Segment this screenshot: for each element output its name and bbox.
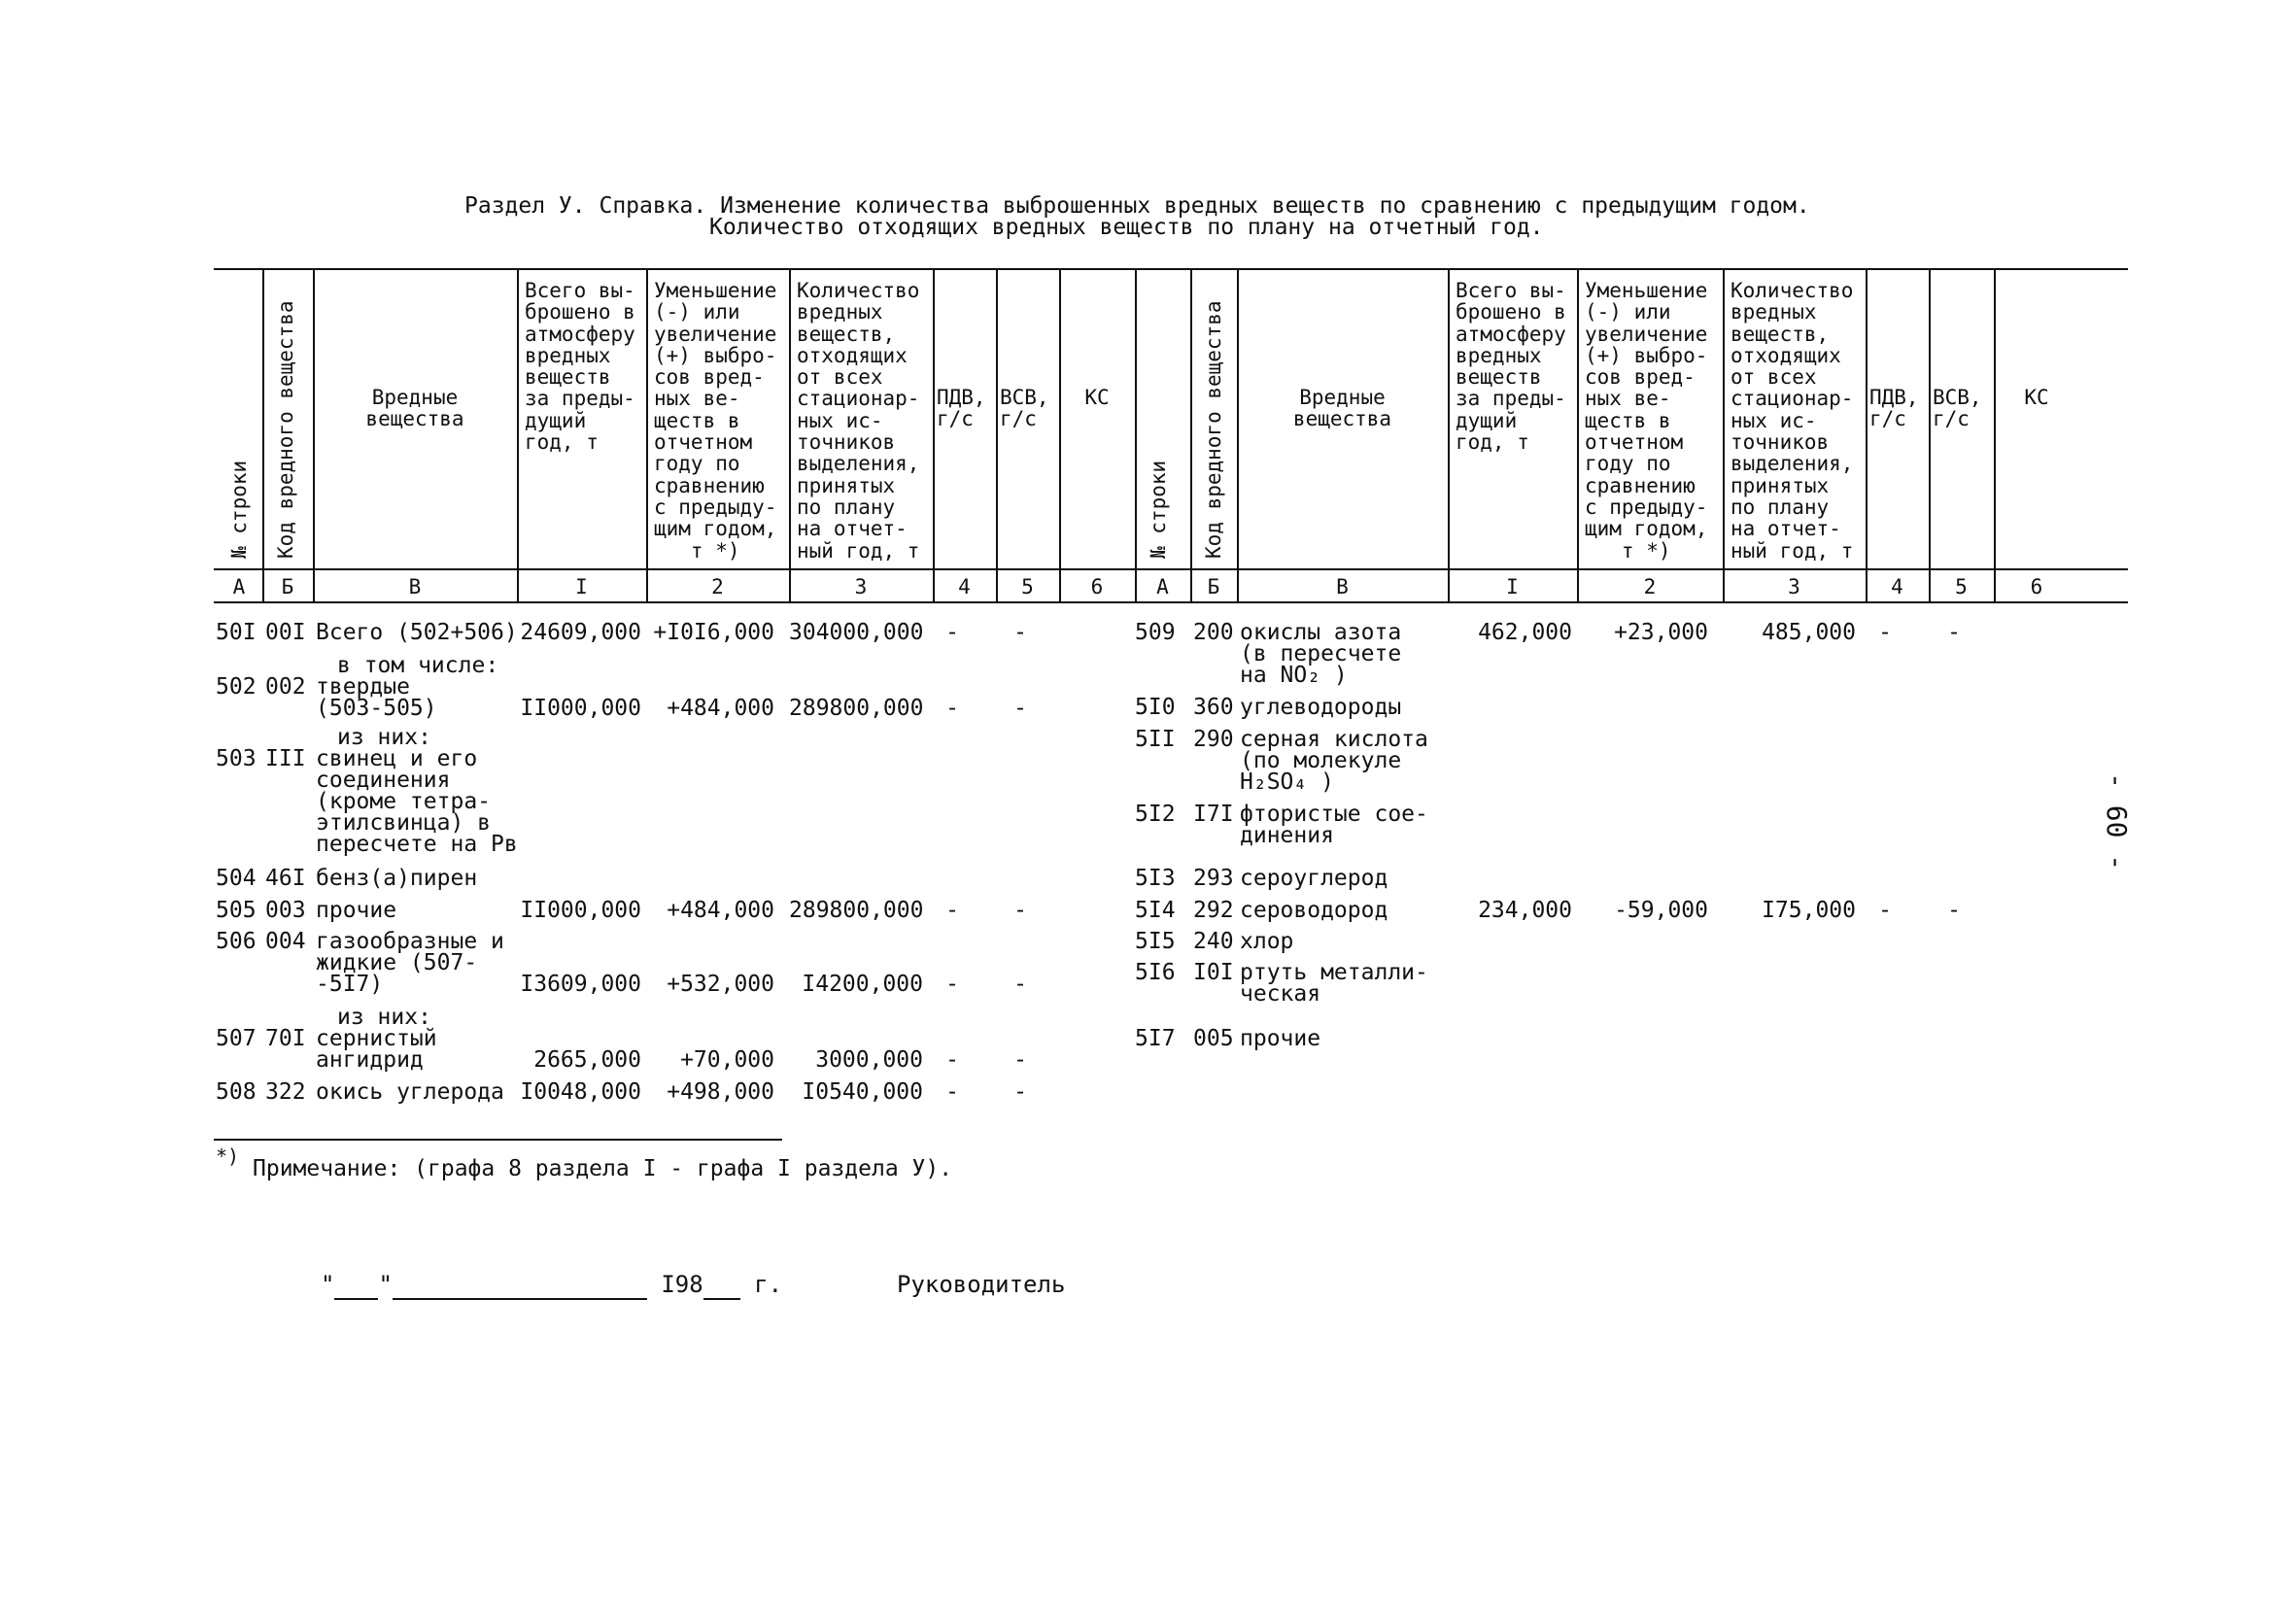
left-value-planned: 289800,000 <box>789 696 924 721</box>
header-line: отходящих <box>1731 343 1841 367</box>
substance-line: ртуть металли- <box>1240 960 1428 985</box>
right-row-code: 293 <box>1193 866 1234 891</box>
right-row-number: 5I5 <box>1135 929 1176 954</box>
substance-line: окись углерода <box>316 1079 504 1105</box>
left-value-planned: 289800,000 <box>789 898 924 923</box>
table-letters-rule <box>214 601 2128 603</box>
header-line: сравнению <box>1585 473 1696 497</box>
left-row-substance <box>316 931 504 995</box>
header-line: выделения, <box>1731 452 1854 476</box>
substance-line: свинец и его <box>316 746 478 771</box>
right-header-col6: КС <box>2024 386 2049 409</box>
left-letter-3: I <box>575 575 588 598</box>
left-row-substance <box>316 748 518 855</box>
header-line: Уменьшение <box>654 279 777 302</box>
header-line: веществ, <box>1731 322 1830 346</box>
right-row-number: 5I6 <box>1135 960 1176 985</box>
header-line: году по <box>654 452 740 476</box>
header-line: увеличение <box>654 322 777 346</box>
header-line: ных ис- <box>1731 408 1817 432</box>
right-row-number: 5I3 <box>1135 866 1176 891</box>
right-letter-5: 3 <box>1788 575 1800 598</box>
header-line: Количество <box>1731 279 1854 302</box>
header-line: году по <box>1585 452 1671 476</box>
header-line: от всех <box>797 365 883 390</box>
header-line: щим годом, <box>1585 517 1708 541</box>
header-line: Всего вы- <box>1456 279 1566 302</box>
header-line: стационар- <box>797 387 920 411</box>
column-divider <box>1723 270 1725 601</box>
left-value-total: I0048,000 <box>520 1079 641 1105</box>
left-letter-2: В <box>408 575 422 598</box>
right-row-code: 360 <box>1193 695 1234 720</box>
substance-line: прочие <box>1240 1026 1321 1051</box>
footnote-rule <box>214 1139 782 1141</box>
signature-role: Руководитель <box>897 1271 1066 1298</box>
column-divider <box>1448 270 1450 601</box>
header-line: г/с <box>1869 407 1906 431</box>
left-row-number: 502 <box>216 674 257 700</box>
right-row-substance <box>1240 931 1293 952</box>
header-line: стационар- <box>1731 387 1854 411</box>
left-value-pdv: - <box>945 1047 959 1073</box>
table-top-rule <box>214 268 2128 270</box>
substance-line: ческая <box>1240 981 1321 1007</box>
left-value-pdv: - <box>945 696 959 721</box>
right-row-number: 509 <box>1135 620 1176 645</box>
left-value-planned: I0540,000 <box>802 1079 923 1105</box>
header-line: с предыду- <box>1585 495 1708 519</box>
left-row-substance <box>316 1081 504 1103</box>
header-line: (-) или <box>1585 300 1671 325</box>
right-row-code: I7I <box>1193 802 1234 827</box>
column-divider <box>1994 270 1996 601</box>
left-row-code: 322 <box>265 1079 306 1105</box>
header-line: г/с <box>1933 407 1970 431</box>
right-row-substance <box>1240 900 1388 921</box>
right-row-substance <box>1240 803 1428 846</box>
left-row-code: III <box>265 746 306 771</box>
right-letter-2: В <box>1336 575 1349 598</box>
left-value-vsv: - <box>1013 696 1027 721</box>
right-header-code: Код вредного вещества <box>1202 300 1225 559</box>
header-line: ных ве- <box>1585 387 1671 411</box>
right-row-substance <box>1240 1028 1320 1049</box>
column-divider <box>933 270 935 601</box>
right-row-substance <box>1240 622 1401 686</box>
substance-line: на NO₂ ) <box>1240 663 1348 688</box>
left-value-pdv: - <box>945 1079 959 1105</box>
left-row-number: 507 <box>216 1026 257 1051</box>
substance-line: пересчете на Рв <box>316 832 518 857</box>
left-value-planned: 304000,000 <box>789 620 924 645</box>
left-letter-5: 3 <box>854 575 868 598</box>
header-line: сов вред- <box>654 365 765 390</box>
header-line: г/с <box>937 407 974 431</box>
left-header-col3 <box>797 280 919 562</box>
header-line: ПДВ, <box>937 386 986 409</box>
header-line: щим годом, <box>654 517 777 541</box>
header-line: веществ <box>1456 365 1542 390</box>
right-letter-4: 2 <box>1643 575 1657 598</box>
header-line: принятых <box>1731 473 1830 497</box>
header-line: по плану <box>797 495 896 519</box>
header-line: ных ве- <box>654 387 740 411</box>
right-letter-8: 6 <box>2030 575 2043 598</box>
substance-line: твердые <box>316 674 410 700</box>
header-line: увеличение <box>1585 322 1708 346</box>
footnote-mark: *) <box>216 1145 240 1168</box>
left-letter-1: Б <box>281 575 294 598</box>
quote-close: " <box>378 1271 393 1298</box>
left-value-total: II000,000 <box>520 898 641 923</box>
day-blank[interactable] <box>334 1271 378 1300</box>
column-divider <box>262 270 264 601</box>
right-header-col1 <box>1456 280 1566 453</box>
right-row-code: 005 <box>1193 1026 1234 1051</box>
left-row-substance <box>316 676 437 719</box>
substance-line: углеводороды <box>1240 695 1402 720</box>
substance-line: (кроме тетра- <box>316 789 492 814</box>
right-letter-3: I <box>1506 575 1519 598</box>
left-row-substance <box>316 622 518 643</box>
header-line: по плану <box>1731 495 1830 519</box>
month-blank[interactable] <box>393 1271 647 1300</box>
left-letter-8: 6 <box>1090 575 1104 598</box>
left-row-substance <box>316 900 396 921</box>
left-header-substance <box>313 387 517 430</box>
header-line: отходящих <box>797 343 908 367</box>
left-row-code: 003 <box>265 898 306 923</box>
header-line: за преды- <box>525 387 635 411</box>
left-row-number: 504 <box>216 866 257 891</box>
header-line: т *) <box>690 538 740 563</box>
left-header-col2 <box>654 280 776 562</box>
quote-open: " <box>321 1271 335 1298</box>
left-header-code: Код вредного вещества <box>274 300 297 559</box>
header-line: ных ис- <box>797 408 883 432</box>
right-value-total: 234,000 <box>1478 898 1572 923</box>
left-value-pdv: - <box>945 620 959 645</box>
column-divider <box>646 270 648 601</box>
substance-line: прочие <box>316 898 397 923</box>
substance-line: соединения <box>316 768 451 793</box>
header-line: от всех <box>1731 365 1817 390</box>
right-row-code: 290 <box>1193 727 1234 752</box>
header-line: ВСВ, <box>1933 386 1982 409</box>
left-row-number: 508 <box>216 1079 257 1105</box>
header-line: вещества <box>1292 407 1392 431</box>
right-row-number: 5I7 <box>1135 1026 1176 1051</box>
left-value-vsv: - <box>1013 620 1027 645</box>
left-row-code: 004 <box>265 929 306 954</box>
right-header-col5 <box>1933 387 1982 430</box>
header-line: брошено в <box>525 300 635 325</box>
header-line: г/с <box>1000 407 1037 431</box>
header-line: дущий <box>525 408 587 432</box>
left-value-change: +I0I6,000 <box>653 620 774 645</box>
right-row-number: 5I0 <box>1135 695 1176 720</box>
header-line: вещества <box>365 407 464 431</box>
right-row-code: 240 <box>1193 929 1234 954</box>
right-value-change: +23,000 <box>1614 620 1708 645</box>
column-divider <box>789 270 791 601</box>
header-line: Количество <box>797 279 920 302</box>
substance-line: H₂SO₄ ) <box>1240 769 1334 795</box>
substance-line: фтористые сое- <box>1240 802 1428 827</box>
header-line: отчетном <box>1585 430 1684 455</box>
header-line: (-) или <box>654 300 740 325</box>
header-line: вредных <box>797 300 883 325</box>
left-value-change: +484,000 <box>667 696 774 721</box>
header-line: ПДВ, <box>1869 386 1919 409</box>
left-value-change: +70,000 <box>680 1047 774 1073</box>
header-line: веществ, <box>797 322 896 346</box>
substance-line: газообразные и <box>316 929 504 954</box>
right-row-code: 200 <box>1193 620 1234 645</box>
left-value-pdv: - <box>945 972 959 997</box>
header-line: сравнению <box>654 473 765 497</box>
page-number: - 60 - <box>2101 772 2133 871</box>
substance-line: хлор <box>1240 929 1294 954</box>
header-line: год, т <box>1456 430 1529 455</box>
left-row-code: 00I <box>265 620 306 645</box>
header-line: т *) <box>1621 538 1671 563</box>
left-value-change: +498,000 <box>667 1079 774 1105</box>
right-row-number: 5I4 <box>1135 898 1176 923</box>
header-line: (+) выбро- <box>654 343 777 367</box>
left-letter-6: 4 <box>958 575 971 598</box>
year-suffix: г. <box>754 1271 783 1298</box>
column-divider <box>1190 270 1192 601</box>
left-row-code: 002 <box>265 674 306 700</box>
left-letter-0: А <box>232 575 246 598</box>
substance-line: серная кислота <box>1240 727 1428 752</box>
left-header-col1 <box>525 280 635 453</box>
header-line: Всего вы- <box>525 279 635 302</box>
right-letter-7: 5 <box>1955 575 1968 598</box>
header-line: отчетном <box>654 430 753 455</box>
right-value-vsv: - <box>1947 620 1961 645</box>
header-line: Вредные <box>1299 386 1386 409</box>
right-row-substance <box>1240 697 1401 718</box>
header-line: веществ <box>525 365 611 390</box>
left-value-vsv: - <box>1013 1047 1027 1073</box>
signature-date <box>321 1271 782 1300</box>
left-row-number: 503 <box>216 746 257 771</box>
header-line: Уменьшение <box>1585 279 1708 302</box>
left-value-total: I3609,000 <box>520 972 641 997</box>
right-header-col4 <box>1869 387 1919 430</box>
left-row-substance <box>316 868 477 889</box>
header-line: за преды- <box>1456 387 1566 411</box>
year-blank[interactable] <box>703 1271 740 1300</box>
right-row-code: I0I <box>1193 960 1234 985</box>
header-line: брошено в <box>1456 300 1566 325</box>
header-line: точников <box>797 430 896 455</box>
header-line: точников <box>1731 430 1830 455</box>
right-header-col2 <box>1585 280 1707 562</box>
right-row-code: 292 <box>1193 898 1234 923</box>
substance-line: (503-505) <box>316 696 437 721</box>
header-line: ществ в <box>654 408 740 432</box>
left-header-col6: КС <box>1084 386 1110 409</box>
left-row-code: 46I <box>265 866 306 891</box>
left-section-note: в том числе: <box>337 653 499 678</box>
table-header-rule <box>214 568 2128 570</box>
header-line: вредных <box>525 343 611 367</box>
left-value-vsv: - <box>1013 1079 1027 1105</box>
substance-line: сероводород <box>1240 898 1388 923</box>
right-letter-1: Б <box>1207 575 1220 598</box>
left-letter-7: 5 <box>1021 575 1034 598</box>
footnote-text: Примечание: (графа 8 раздела I - графа I раздела У). <box>253 1156 953 1181</box>
right-value-planned: I75,000 <box>1762 898 1856 923</box>
column-divider <box>1059 270 1061 601</box>
substance-line: динения <box>1240 823 1334 848</box>
column-divider <box>517 270 519 601</box>
column-divider <box>1237 270 1239 601</box>
left-value-pdv: - <box>945 898 959 923</box>
header-line: ВСВ, <box>1000 386 1049 409</box>
header-line: атмосферу <box>1456 322 1566 346</box>
right-value-total: 462,000 <box>1478 620 1572 645</box>
right-header-row-no: № строки <box>1147 460 1170 559</box>
left-value-planned: I4200,000 <box>802 972 923 997</box>
right-header-col3 <box>1731 280 1853 562</box>
title-line-1: Раздел У. Справка. Изменение количества выброшенных вредных веществ по сравнению с предыдущим годом. <box>464 193 1810 219</box>
column-divider <box>1135 270 1137 601</box>
right-row-number: 5II <box>1135 727 1176 752</box>
header-line: ный год, т <box>1731 538 1854 563</box>
header-line: вредных <box>1456 343 1542 367</box>
column-divider <box>1929 270 1931 601</box>
right-value-change: -59,000 <box>1614 898 1708 923</box>
substance-line: ангидрид <box>316 1047 424 1073</box>
left-letter-4: 2 <box>711 575 724 598</box>
substance-line: сероуглерод <box>1240 866 1388 891</box>
substance-line: жидкие (507- <box>316 950 478 975</box>
left-header-col5 <box>1000 387 1049 430</box>
right-value-pdv: - <box>1878 898 1892 923</box>
right-value-planned: 485,000 <box>1762 620 1856 645</box>
header-line: ный год, т <box>797 538 920 563</box>
header-line: выделения, <box>797 452 920 476</box>
substance-line: сернистый <box>316 1026 437 1051</box>
left-value-total: II000,000 <box>520 696 641 721</box>
left-row-number: 506 <box>216 929 257 954</box>
right-row-substance <box>1240 729 1428 793</box>
left-value-planned: 3000,000 <box>815 1047 923 1073</box>
left-row-number: 505 <box>216 898 257 923</box>
header-line: (+) выбро- <box>1585 343 1708 367</box>
right-letter-6: 4 <box>1891 575 1903 598</box>
year-prefix: I98 <box>661 1271 703 1298</box>
right-letter-0: А <box>1156 575 1169 598</box>
right-header-substance <box>1237 387 1448 430</box>
left-row-code: 70I <box>265 1026 306 1051</box>
right-value-vsv: - <box>1947 898 1961 923</box>
left-value-change: +532,000 <box>667 972 774 997</box>
substance-line: (по молекуле <box>1240 748 1402 773</box>
substance-line: бенз(а)пирен <box>316 866 478 891</box>
header-line: Вредные <box>371 386 459 409</box>
left-section-note: из них: <box>337 725 431 750</box>
column-divider <box>996 270 998 601</box>
left-value-vsv: - <box>1013 972 1027 997</box>
left-header-col4 <box>937 387 986 430</box>
header-line: дущий <box>1456 408 1518 432</box>
column-divider <box>313 270 315 601</box>
right-row-number: 5I2 <box>1135 802 1176 827</box>
header-line: на отчет- <box>797 517 908 541</box>
left-value-change: +484,000 <box>667 898 774 923</box>
left-row-substance <box>316 1028 437 1071</box>
header-line: атмосферу <box>525 322 635 346</box>
right-row-substance <box>1240 868 1388 889</box>
substance-line: (в пересчете <box>1240 641 1402 666</box>
substance-line: Всего (502+506) <box>316 620 518 645</box>
left-value-total: 24609,000 <box>520 620 641 645</box>
header-line: на отчет- <box>1731 517 1841 541</box>
header-line: с предыду- <box>654 495 777 519</box>
left-value-total: 2665,000 <box>533 1047 641 1073</box>
column-divider <box>1866 270 1868 601</box>
left-section-note: из них: <box>337 1005 431 1030</box>
substance-line: -5I7) <box>316 972 384 997</box>
header-line: год, т <box>525 430 599 455</box>
left-value-vsv: - <box>1013 898 1027 923</box>
header-line: ществ в <box>1585 408 1671 432</box>
right-row-substance <box>1240 962 1428 1005</box>
right-value-pdv: - <box>1878 620 1892 645</box>
left-header-row-no: № строки <box>227 460 251 559</box>
header-line: вредных <box>1731 300 1817 325</box>
column-divider <box>1577 270 1579 601</box>
title-line-2: Количество отходящих вредных веществ по плану на отчетный год. <box>709 215 1544 240</box>
header-line: принятых <box>797 473 896 497</box>
left-row-number: 50I <box>216 620 257 645</box>
header-line: сов вред- <box>1585 365 1696 390</box>
substance-line: окислы азота <box>1240 620 1402 645</box>
substance-line: этилсвинца) в <box>316 810 492 836</box>
